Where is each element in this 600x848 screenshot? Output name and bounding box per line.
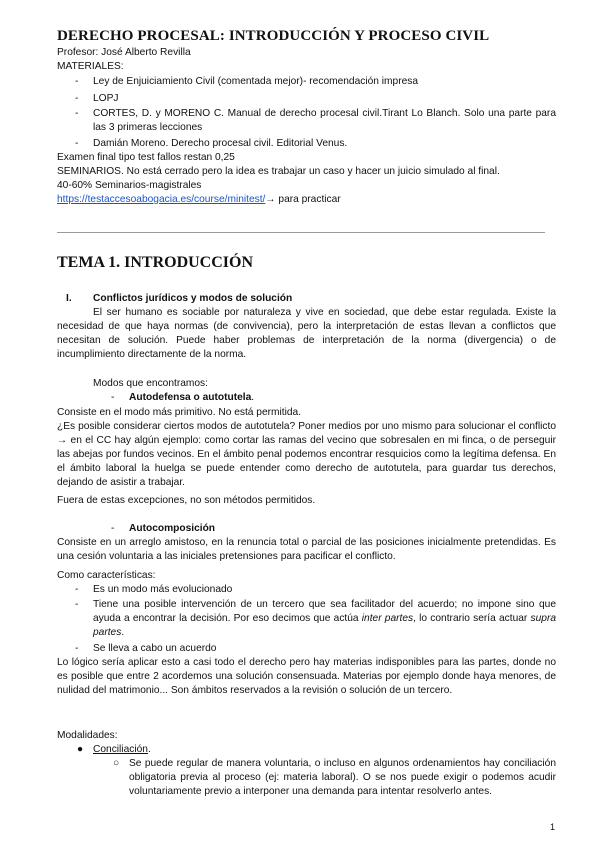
bullet-dash: -	[75, 108, 79, 119]
bullet-dot: ●	[77, 744, 84, 755]
conciliacion-suffix: .	[147, 744, 151, 755]
bullet-dash: -	[111, 392, 115, 403]
item2-text-c: .	[121, 627, 125, 639]
porcentaje-line: 40-60% Seminarios-magistrales	[57, 180, 202, 191]
item2-text-b: , lo contrario sería actuar	[413, 613, 531, 625]
autodefensa-closing: Fuera de estas excepciones, no son métodos permitidos.	[57, 495, 316, 506]
autodefensa-title: Autodefensa o autotutela	[129, 392, 252, 403]
item2-text-a: Tiene una posible intervención de un tercero que sea facilitador del acuerdo; no impone sino que ayuda a encontrar la decisión. Por eso decimos que actúa	[93, 599, 556, 625]
item2-italic-supra: supra partes	[93, 613, 556, 639]
materiales-item: LOPJ	[93, 93, 119, 104]
section-title: Conflictos jurídicos y modos de solución	[93, 293, 293, 304]
caracteristica-item	[93, 598, 556, 640]
autodefensa-line1: Consiste en el modo más primitivo. No está permitida.	[57, 407, 302, 418]
tema-title: TEMA 1. INTRODUCCIÓN	[57, 254, 254, 271]
document-title: DERECHO PROCESAL: INTRODUCCIÓN Y PROCESO CIVIL	[57, 28, 490, 44]
autocomposicion-title: Autocomposición	[129, 523, 216, 534]
modos-label: Modos que encontramos:	[93, 378, 208, 389]
bullet-dash: -	[75, 138, 79, 149]
conciliacion-title: Conciliación	[93, 744, 148, 755]
caracteristica-item: Se lleva a cabo un acuerdo	[93, 643, 217, 654]
bullet-dash: -	[75, 599, 79, 610]
bullet-dash: -	[75, 584, 79, 595]
practice-suffix: → para practicar	[265, 194, 341, 205]
bullet-dash: -	[75, 643, 79, 654]
autodefensa-paragraph: ¿Es posible considerar ciertos modos de autotutela? Poner medios por uno mismo para solucionar el conflicto → en el CC hay algún ejemplo: como cortar las ramas del vecino que sobresalen en mi finca, o de perseguir las abejas por fundos vecinos. En el ámbito penal podemos encontrar resquicios como la legítima defensa. En el ámbito laboral la huelga se puede entender como derecho de autotutela, para guardar tus derechos, dejando de asistir a trabajar.	[57, 421, 556, 489]
item2-italic-inter: inter partes	[361, 613, 414, 625]
bullet-circle: ○	[113, 758, 120, 769]
autodefensa-heading	[129, 391, 254, 405]
page-number: 1	[550, 822, 556, 832]
seminarios-line: SEMINARIOS. No está cerrado pero la idea es trabajar un caso y hacer un juicio simulado al final.	[57, 166, 500, 177]
intro-paragraph: El ser humano es sociable por naturaleza y vive en sociedad, que debe estar regulada. Existe la necesidad de que haya normas (de convivencia), pero la interpretación de estas llevan a conflictos que necesitan de solución. Puede haber problemas de interpretación de la norma (divergencia) o de incumplimiento directamente de la norma.	[57, 307, 556, 361]
bullet-dash: -	[75, 76, 79, 87]
materiales-item: Damián Moreno. Derecho procesal civil. Editorial Venus.	[93, 138, 348, 149]
section-number: I.	[66, 293, 72, 304]
conciliacion-heading	[93, 743, 151, 757]
autocomposicion-paragraph: Consiste en un arreglo amistoso, en la renuncia total o parcial de las posiciones inicialmente pretendidas. Es una cesión voluntaria a las iniciales pretensiones para pacificar el conflicto.	[57, 537, 556, 563]
caracteristica-item: Es un modo más evolucionado	[93, 584, 233, 595]
modalidades-label: Modalidades:	[57, 730, 118, 741]
examen-line: Examen final tipo test fallos restan 0,25	[57, 152, 235, 163]
autodefensa-title-suffix: .	[251, 392, 255, 403]
bullet-dash: -	[75, 93, 79, 104]
materiales-item: CORTES, D. y MORENO C. Manual de derecho procesal civil.Tirant Lo Blanch. Solo una parte para las 3 primeras lecciones	[93, 108, 556, 134]
practice-line	[57, 193, 341, 207]
profesor-line: Profesor: José Alberto Revilla	[57, 47, 191, 58]
horizontal-divider	[57, 232, 545, 233]
caracteristicas-label: Como características:	[57, 570, 156, 581]
materiales-label: MATERIALES:	[57, 61, 124, 72]
conciliacion-text: Se puede regular de manera voluntaria, o incluso en algunos ordenamientos hay conciliación obligatoria previa al proceso (ej: materia laboral). O se nos puede exigir o podemos acudir voluntariamente previo a interponer una demanda para intentar resolverlo antes.	[129, 758, 556, 798]
autocomposicion-paragraph-2: Lo lógico sería aplicar esto a casi todo el derecho pero hay materias indisponibles para las partes, donde no es posible que entre 2 acordemos una solución consensuada. Materias por ejemplo donde haya menores, de nulidad del matrimonio... Son ámbitos reservados a la revisión o solución de un tercero.	[57, 657, 556, 697]
bullet-dash: -	[111, 523, 115, 534]
materiales-item: Ley de Enjuiciamiento Civil (comentada mejor)- recomendación impresa	[93, 76, 419, 87]
practice-link[interactable]: https://testaccesoabogacia.es/course/minitest/	[57, 194, 266, 205]
